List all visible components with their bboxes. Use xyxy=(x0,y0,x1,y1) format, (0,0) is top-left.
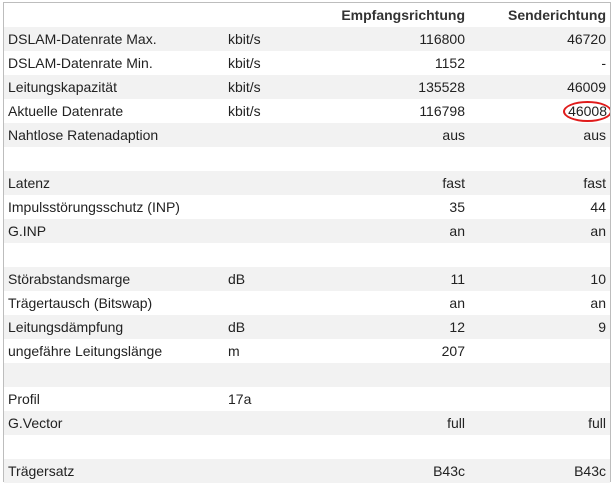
header-unit-cell xyxy=(224,3,334,27)
row-unit xyxy=(224,411,334,435)
table-row xyxy=(4,51,610,75)
row-unit xyxy=(224,435,334,459)
row-send-value: 10 xyxy=(469,267,610,291)
row-label: Trägertausch (Bitswap) xyxy=(4,291,224,315)
table-row xyxy=(4,195,610,219)
header-receive: Empfangsrichtung xyxy=(334,3,469,27)
row-label xyxy=(4,363,224,387)
row-send-value xyxy=(469,99,610,123)
row-unit: m xyxy=(224,339,334,363)
row-send-value: B43c xyxy=(469,459,610,483)
row-label: DSLAM-Datenrate Max. xyxy=(4,27,224,51)
row-send-value: an xyxy=(469,291,610,315)
row-label: Impulsstörungsschutz (INP) xyxy=(4,195,224,219)
row-receive-value: an xyxy=(334,291,469,315)
header-send: Senderichtung xyxy=(469,3,610,27)
table-row xyxy=(4,411,610,435)
dsl-info-table xyxy=(4,3,610,483)
row-receive-value: 12 xyxy=(334,315,469,339)
row-send-value: 46720 xyxy=(469,27,610,51)
row-receive-value: 35 xyxy=(334,195,469,219)
row-unit xyxy=(224,123,334,147)
row-label: ungefähre Leitungslänge xyxy=(4,339,224,363)
row-unit xyxy=(224,363,334,387)
row-send-value xyxy=(469,387,610,411)
table-row xyxy=(4,219,610,243)
row-receive-value: 1152 xyxy=(334,51,469,75)
row-send-value xyxy=(469,147,610,171)
row-receive-value xyxy=(334,243,469,267)
row-send-value xyxy=(469,435,610,459)
row-receive-value: 116798 xyxy=(334,99,469,123)
row-unit xyxy=(224,147,334,171)
table-row xyxy=(4,123,610,147)
highlighted-value: 46008 xyxy=(563,101,610,122)
row-label: Profil xyxy=(4,387,224,411)
row-label: Aktuelle Datenrate xyxy=(4,99,224,123)
row-receive-value: full xyxy=(334,411,469,435)
header-label-cell xyxy=(4,3,224,27)
row-label xyxy=(4,147,224,171)
row-send-value: 9 xyxy=(469,315,610,339)
row-send-value: 46009 xyxy=(469,75,610,99)
row-unit: kbit/s xyxy=(224,27,334,51)
row-unit: kbit/s xyxy=(224,99,334,123)
row-unit: dB xyxy=(224,315,334,339)
row-send-value: aus xyxy=(469,123,610,147)
row-unit: dB xyxy=(224,267,334,291)
table-row xyxy=(4,291,610,315)
table-row xyxy=(4,267,610,291)
table-row xyxy=(4,243,610,267)
row-receive-value xyxy=(334,147,469,171)
row-receive-value: 135528 xyxy=(334,75,469,99)
row-unit xyxy=(224,459,334,483)
table-row xyxy=(4,363,610,387)
dsl-info-panel xyxy=(3,2,611,482)
row-label: DSLAM-Datenrate Min. xyxy=(4,51,224,75)
row-unit: kbit/s xyxy=(224,75,334,99)
row-label: Störabstandsmarge xyxy=(4,267,224,291)
row-unit xyxy=(224,243,334,267)
table-row xyxy=(4,171,610,195)
row-label: Latenz xyxy=(4,171,224,195)
row-label: Nahtlose Ratenadaption xyxy=(4,123,224,147)
row-receive-value: an xyxy=(334,219,469,243)
table-body xyxy=(4,27,610,483)
table-row xyxy=(4,435,610,459)
row-receive-value: 116800 xyxy=(334,27,469,51)
table-header-row xyxy=(4,3,610,27)
row-send-value xyxy=(469,243,610,267)
table-row xyxy=(4,339,610,363)
row-send-value: fast xyxy=(469,171,610,195)
table-row xyxy=(4,99,610,123)
row-receive-value: fast xyxy=(334,171,469,195)
table-row xyxy=(4,147,610,171)
row-label: G.Vector xyxy=(4,411,224,435)
row-send-value: an xyxy=(469,219,610,243)
row-send-value xyxy=(469,339,610,363)
row-receive-value xyxy=(334,363,469,387)
row-receive-value xyxy=(334,387,469,411)
row-label: Leitungskapazität xyxy=(4,75,224,99)
row-receive-value: B43c xyxy=(334,459,469,483)
row-receive-value: 207 xyxy=(334,339,469,363)
table-row xyxy=(4,459,610,483)
row-receive-value xyxy=(334,435,469,459)
table-row xyxy=(4,75,610,99)
table-row xyxy=(4,315,610,339)
row-receive-value: aus xyxy=(334,123,469,147)
row-unit xyxy=(224,291,334,315)
row-send-value: full xyxy=(469,411,610,435)
row-send-value: 44 xyxy=(469,195,610,219)
row-label: G.INP xyxy=(4,219,224,243)
row-unit xyxy=(224,195,334,219)
row-send-value xyxy=(469,363,610,387)
row-label xyxy=(4,435,224,459)
table-row xyxy=(4,27,610,51)
row-receive-value: 11 xyxy=(334,267,469,291)
row-label: Leitungsdämpfung xyxy=(4,315,224,339)
row-unit xyxy=(224,171,334,195)
row-unit: kbit/s xyxy=(224,51,334,75)
row-unit: 17a xyxy=(224,387,334,411)
row-unit xyxy=(224,219,334,243)
row-label: Trägersatz xyxy=(4,459,224,483)
table-row xyxy=(4,387,610,411)
row-send-value: - xyxy=(469,51,610,75)
row-label xyxy=(4,243,224,267)
